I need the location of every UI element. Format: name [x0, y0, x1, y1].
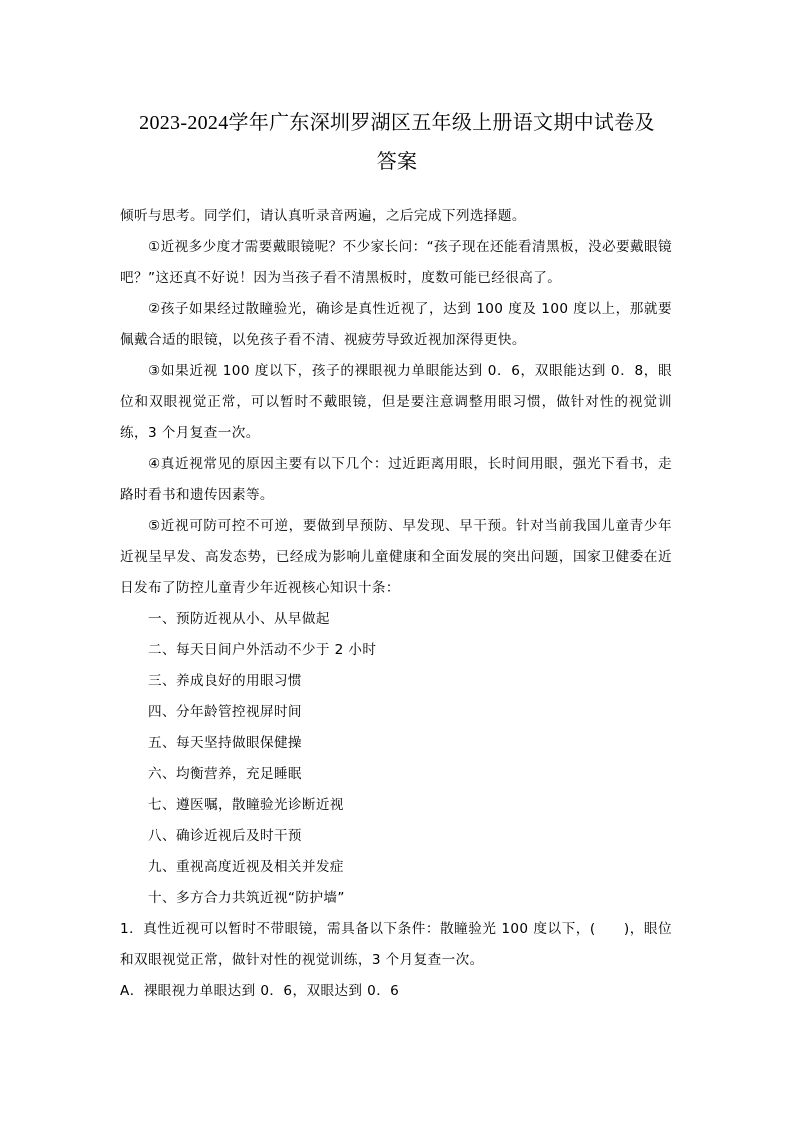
title-line-2: 答案: [376, 151, 418, 173]
document-body: [120, 201, 672, 1007]
document-title: [110, 104, 684, 182]
list-item: 一、预防近视从小、从早做起: [148, 611, 330, 627]
list-item: 十、多方合力共筑近视“防护墙”: [148, 890, 345, 906]
list-item: 七、遵医嘱，散瞳验光诊断近视: [148, 797, 344, 813]
paragraph-4: ④真近视常见的原因主要有以下几个：过近距离用眼，长时间用眼，强光下看书，走路时看书和遗传因素等。: [120, 456, 672, 503]
paragraph-5: ⑤近视可防可控不可逆，要做到早预防、早发现、早干预。针对当前我国儿童青少年近视呈早发、高发态势，已经成为影响儿童健康和全面发展的突出问题，国家卫健委在近日发布了防控儿童青少年近视核心知识十条：: [120, 518, 672, 596]
list-item: 二、每天日间户外活动不少于 2 小时: [148, 642, 377, 658]
list-item: 五、每天坚持做眼保健操: [148, 735, 302, 751]
list-item: 四、分年龄管控视屏时间: [148, 704, 302, 720]
list-item: 八、确诊近视后及时干预: [148, 828, 302, 844]
title-line-1: 2023-2024学年广东深圳罗湖区五年级上册语文期中试卷及: [139, 112, 655, 134]
paragraph-3: ③如果近视 100 度以下，孩子的裸眼视力单眼能达到 0．6，双眼能达到 0．8，眼位和双眼视觉正常，可以暂时不戴眼镜，但是要注意调整用眼习惯，做针对性的视觉训练，3 个月复查一次。: [120, 363, 672, 441]
section-instruction: 倾听与思考。同学们，请认真听录音两遍，之后完成下列选择题。: [120, 208, 526, 224]
paragraph-1: ①近视多少度才需要戴眼镜呢？不少家长问：“孩子现在还能看清黑板，没必要戴眼镜吧？”这还真不好说！因为当孩子看不清黑板时，度数可能已经很高了。: [120, 239, 672, 286]
knowledge-list: [120, 604, 672, 914]
list-item: 六、均衡营养，充足睡眠: [148, 766, 302, 782]
list-item: 九、重视高度近视及相关并发症: [148, 859, 344, 875]
list-item: 三、养成良好的用眼习惯: [148, 673, 302, 689]
question-1-option-a: A．裸眼视力单眼达到 0．6，双眼达到 0．6: [120, 983, 400, 999]
paragraph-2: ②孩子如果经过散瞳验光，确诊是真性近视了，达到 100 度及 100 度以上，那就要佩戴合适的眼镜，以免孩子看不清、视疲劳导致近视加深得更快。: [120, 301, 672, 348]
question-1-stem: 1．真性近视可以暂时不带眼镜，需具备以下条件：散瞳验光 100 度以下，( )，眼位和双眼视觉正常，做针对性的视觉训练，3 个月复查一次。: [120, 921, 672, 968]
